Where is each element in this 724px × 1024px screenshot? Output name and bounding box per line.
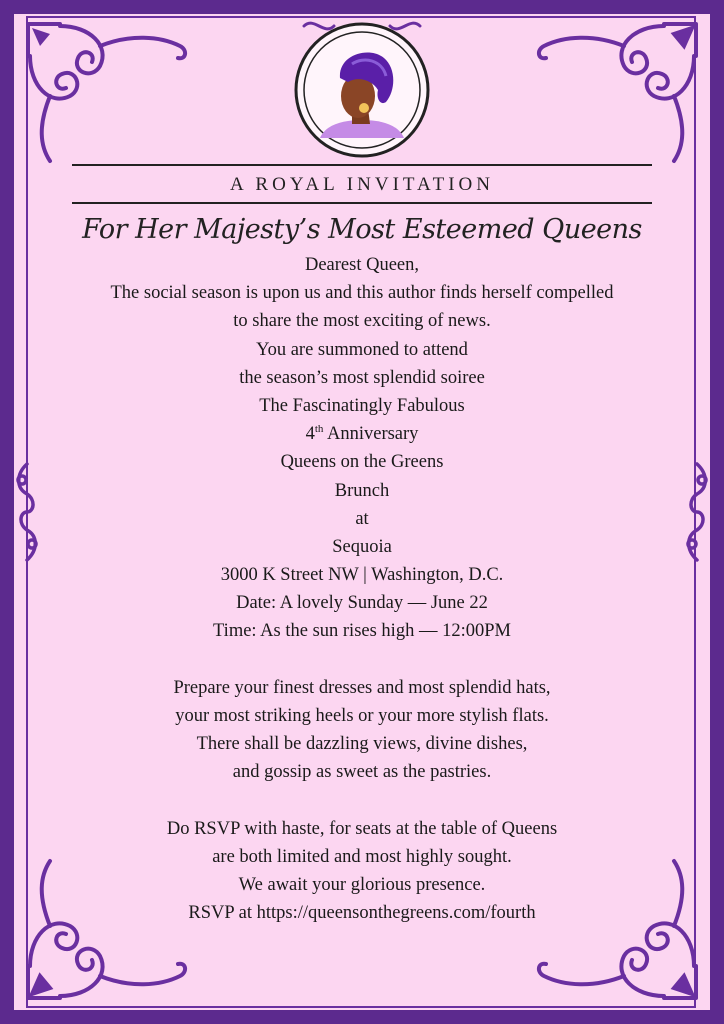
venue: Sequoia: [332, 536, 392, 557]
verse-line: and gossip as sweet as the pastries.: [232, 762, 492, 783]
invitation-heading: A ROYAL INVITATION: [230, 174, 494, 195]
intro-line: the season’s most splendid soiree: [239, 367, 485, 388]
anniversary-line: [60, 420, 664, 448]
anniversary-word: Anniversary: [323, 424, 419, 445]
event-time: Time: As the sun rises high — 12:00PM: [213, 621, 511, 642]
salutation: Dearest Queen,: [304, 255, 420, 275]
verse-line: your most striking heels or your more stylish flats.: [175, 706, 549, 726]
rsvp-line: We await your glorious presence.: [238, 875, 486, 896]
anniversary-suffix: th: [314, 422, 324, 435]
verse-line: Prepare your finest dresses and most splendid hats,: [173, 677, 551, 698]
top-rule: [72, 164, 652, 166]
rsvp-line: are both limited and most highly sought.: [212, 846, 512, 867]
event-line: The Fascinatingly Fabulous: [259, 395, 465, 416]
corner-flourish-icon: [524, 16, 704, 166]
verse-line: There shall be dazzling views, divine dishes,: [196, 734, 528, 755]
queen-portrait-icon: [292, 20, 432, 160]
rsvp-line: Do RSVP with haste, for seats at the table of Queens: [166, 818, 558, 839]
invitation-subtitle: For Her Majesty’s Most Esteemed Queens: [82, 214, 642, 245]
intro-line: You are summoned to attend: [256, 339, 468, 360]
side-scroll-icon: [14, 460, 40, 564]
anniversary-number: 4: [305, 424, 315, 445]
side-scroll-icon: [684, 460, 710, 564]
event-date: Date: A lovely Sunday — June 22: [236, 593, 488, 614]
event-line: at: [355, 508, 369, 529]
event-line: Queens on the Greens: [280, 452, 444, 473]
bottom-rule: [72, 202, 652, 204]
event-line: Brunch: [334, 480, 390, 501]
invitation-body: [60, 251, 664, 928]
address: 3000 K Street NW | Washington, D.C.: [220, 565, 504, 586]
corner-flourish-icon: [20, 16, 200, 166]
intro-line: The social season is upon us and this author finds herself compelled: [110, 283, 614, 304]
rsvp-link[interactable]: RSVP at https://queensonthegreens.com/fourth: [188, 903, 536, 924]
intro-line: to share the most exciting of news.: [233, 311, 491, 332]
